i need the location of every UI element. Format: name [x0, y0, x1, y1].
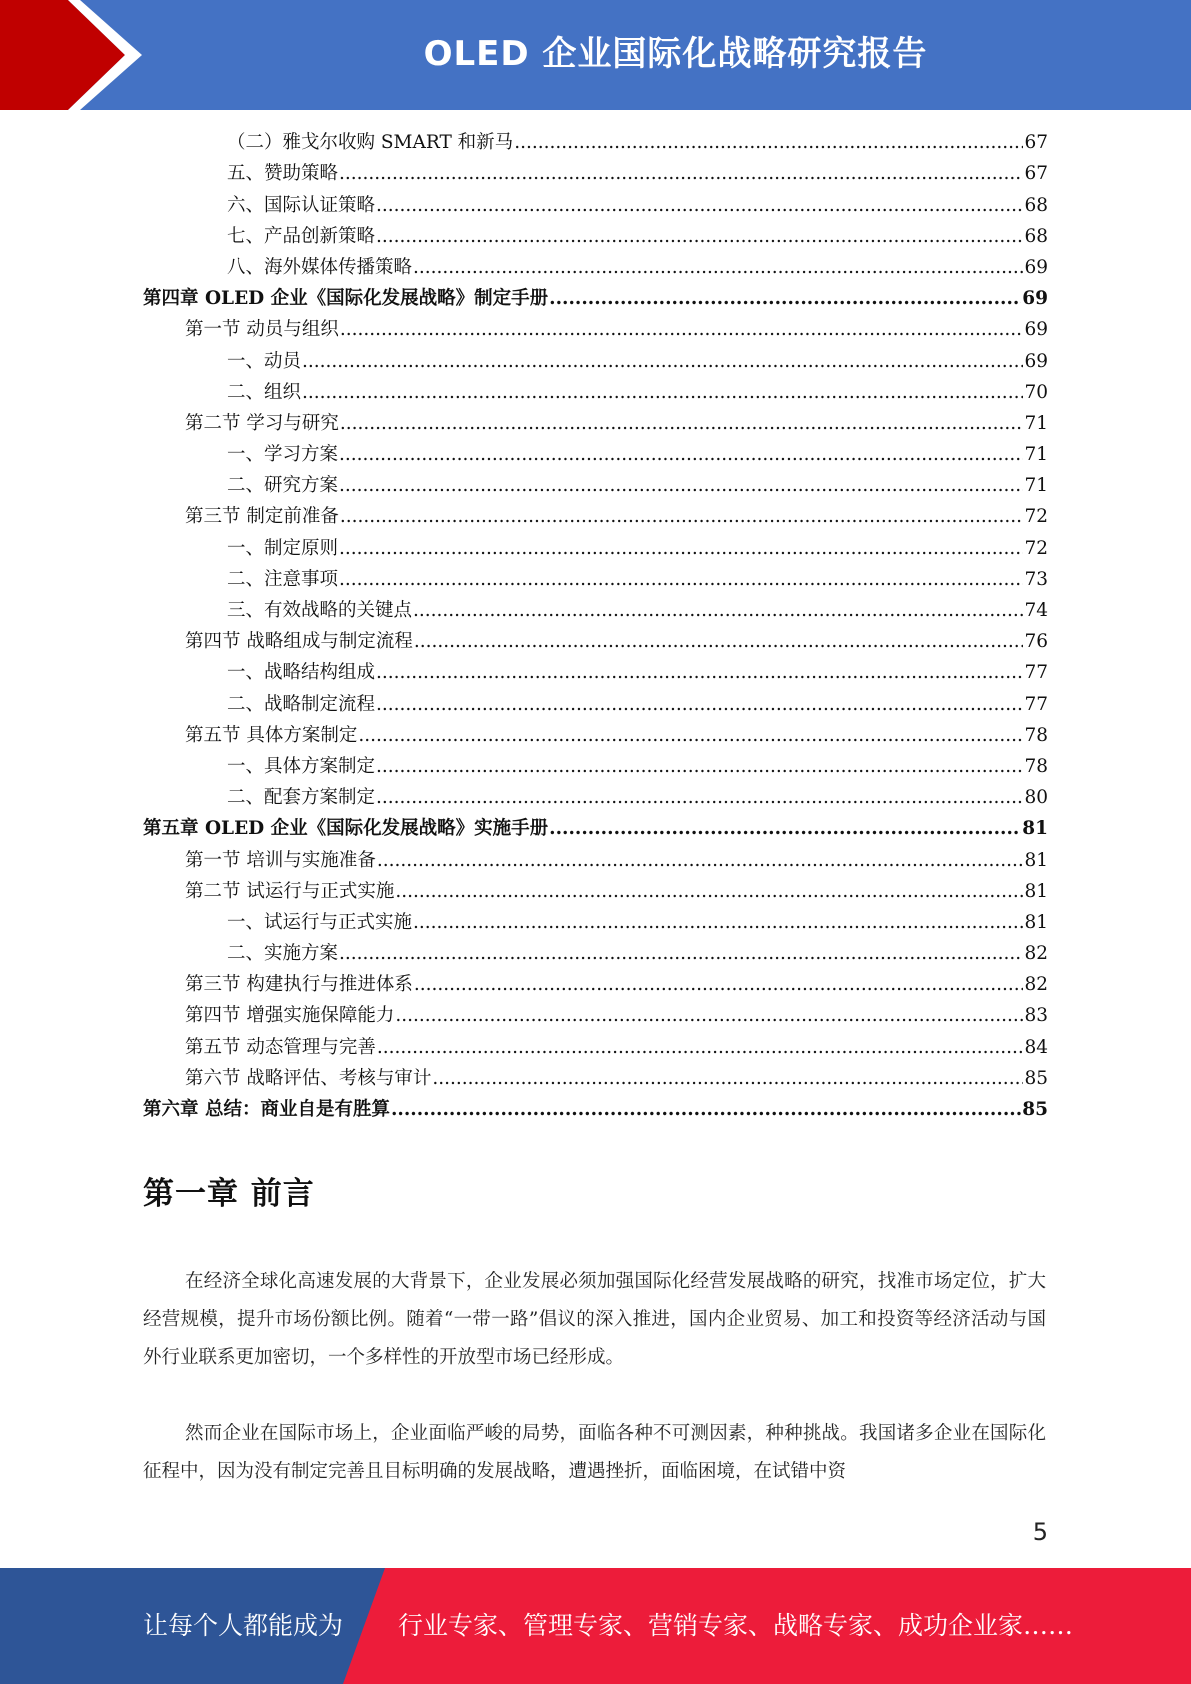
toc-entry-title: 一、试运行与正式实施 [227, 911, 413, 933]
toc-entry[interactable] [143, 221, 1048, 252]
toc-entry[interactable] [143, 720, 1048, 751]
toc-leader-dots [414, 969, 1024, 1000]
toc-entry[interactable] [143, 907, 1048, 938]
toc-entry-title: 第三节 构建执行与推进体系 [185, 974, 413, 996]
chapter-title: 第一章 前言 [143, 1176, 315, 1212]
toc-entry-page: 81 [1024, 880, 1048, 902]
toc-entry-page: 80 [1024, 787, 1048, 809]
toc-entry-page: 71 [1024, 444, 1048, 466]
toc-leader-dots [376, 657, 1023, 688]
toc-entry-page: 73 [1024, 568, 1048, 590]
page-header [0, 0, 1191, 110]
toc-entry-title: （二）雅戈尔收购 SMART 和新马 [227, 132, 514, 154]
page-footer [0, 1568, 1191, 1684]
toc-entry[interactable] [143, 283, 1048, 314]
toc-entry-page: 72 [1024, 537, 1048, 559]
toc-entry-page: 82 [1024, 943, 1048, 965]
paragraph-1: 在经济全球化高速发展的大背景下，企业发展必须加强国际化经营发展战略的研究，找准市场定位，扩大经营规模，提升市场份额比例。随着“一带一路”倡议的深入推进，国内企业贸易、加工和投资等经济活动与国外行业联系更加密切，一个多样性的开放型市场已经形成。 [143, 1271, 1046, 1368]
toc-leader-dots [302, 377, 1023, 408]
toc-entry[interactable] [143, 439, 1048, 470]
toc-entry[interactable] [143, 127, 1048, 158]
toc-entry-title: 第三节 制定前准备 [185, 506, 339, 528]
toc-entry-page: 69 [1022, 288, 1048, 310]
toc-entry[interactable] [143, 595, 1048, 626]
toc-entry[interactable] [143, 564, 1048, 595]
toc-entry-title: 一、学习方案 [227, 444, 339, 466]
toc-entry-page: 78 [1024, 755, 1048, 777]
toc-entry[interactable] [143, 688, 1048, 719]
toc-leader-dots [377, 845, 1024, 876]
toc-leader-dots [376, 751, 1023, 782]
toc-entry[interactable] [143, 1000, 1048, 1031]
toc-entry-page: 67 [1024, 163, 1048, 185]
toc-leader-dots [339, 439, 1023, 470]
toc-entry[interactable] [143, 844, 1048, 875]
toc-entry-page: 85 [1022, 1099, 1048, 1120]
toc-entry[interactable] [143, 782, 1048, 813]
toc-entry-title: 二、实施方案 [227, 943, 339, 965]
toc-entry[interactable] [143, 1031, 1048, 1062]
toc-entry[interactable] [143, 532, 1048, 563]
toc-entry[interactable] [143, 813, 1048, 844]
toc-entry[interactable] [143, 1063, 1048, 1094]
toc-entry-page: 71 [1024, 412, 1048, 434]
toc-entry-title: 第四章 OLED 企业《国际化发展战略》制定手册 [143, 288, 549, 310]
toc-leader-dots [514, 127, 1023, 158]
toc-leader-dots [302, 346, 1023, 377]
toc-leader-dots [414, 626, 1024, 657]
toc-entry[interactable] [143, 501, 1048, 532]
toc-entry[interactable] [143, 408, 1048, 439]
toc-entry[interactable] [143, 657, 1048, 688]
toc-entry-page: 76 [1024, 631, 1048, 653]
toc-entry-page: 67 [1024, 132, 1048, 154]
toc-entry-page: 70 [1024, 381, 1048, 403]
toc-entry-title: 第一节 培训与实施准备 [185, 849, 376, 871]
toc-leader-dots [413, 595, 1023, 626]
footer-slogan-left: 让每个人都能成为 [143, 1611, 344, 1640]
toc-entry-title: 第二节 学习与研究 [185, 412, 339, 434]
toc-leader-dots [376, 689, 1023, 720]
toc-leader-dots [376, 782, 1023, 813]
toc-entry[interactable] [143, 626, 1048, 657]
toc-entry-page: 83 [1024, 1005, 1048, 1027]
toc-entry[interactable] [143, 189, 1048, 220]
toc-entry-title: 第五节 具体方案制定 [185, 724, 358, 746]
toc-entry[interactable] [143, 969, 1048, 1000]
toc-entry-title: 二、战略制定流程 [227, 693, 376, 715]
header-title: OLED 企业国际化战略研究报告 [423, 34, 928, 74]
toc-leader-dots [340, 314, 1024, 345]
toc-entry-page: 85 [1024, 1067, 1048, 1089]
toc-entry[interactable] [143, 377, 1048, 408]
toc-entry-title: 六、国际认证策略 [227, 194, 376, 216]
toc-entry-title: 第六节 战略评估、考核与审计 [185, 1067, 432, 1089]
toc-entry-page: 68 [1024, 225, 1048, 247]
toc-leader-dots [413, 252, 1023, 283]
toc-leader-dots [339, 564, 1023, 595]
toc-entry-page: 68 [1024, 194, 1048, 216]
toc-entry-title: 第二节 试运行与正式实施 [185, 880, 395, 902]
toc-leader-dots [339, 158, 1023, 189]
toc-entry-page: 81 [1022, 818, 1048, 840]
toc-entry[interactable] [143, 158, 1048, 189]
toc-entry-title: 二、注意事项 [227, 568, 339, 590]
toc-entry-title: 第四节 战略组成与制定流程 [185, 631, 413, 653]
toc-entry[interactable] [143, 1094, 1048, 1125]
toc-entry-title: 一、战略结构组成 [227, 662, 376, 684]
toc-leader-dots [340, 501, 1024, 532]
toc-entry-title: 二、配套方案制定 [227, 787, 376, 809]
toc-leader-dots [339, 533, 1023, 564]
toc-entry-title: 第五节 动态管理与完善 [185, 1036, 376, 1058]
toc-entry-title: 二、组织 [227, 381, 302, 403]
toc-entry-page: 77 [1024, 662, 1048, 684]
toc-entry-page: 69 [1024, 256, 1048, 278]
toc-leader-dots [413, 907, 1023, 938]
toc-entry-title: 第四节 增强实施保障能力 [185, 1005, 395, 1027]
toc-leader-dots [376, 221, 1023, 252]
toc-leader-dots [339, 938, 1023, 969]
toc-entry-page: 69 [1024, 319, 1048, 341]
toc-entry[interactable] [143, 876, 1048, 907]
toc-entry-title: 第六章 总结：商业自是有胜算 [143, 1099, 390, 1120]
toc-leader-dots [549, 813, 1021, 844]
toc-entry-page: 77 [1024, 693, 1048, 715]
toc-entry[interactable] [143, 938, 1048, 969]
toc-leader-dots [358, 720, 1023, 751]
toc-entry-page: 78 [1024, 724, 1048, 746]
toc-entry-page: 81 [1024, 911, 1048, 933]
toc-entry[interactable] [143, 314, 1048, 345]
toc-entry-page: 74 [1024, 600, 1048, 621]
toc-entry-page: 69 [1024, 350, 1048, 372]
paragraph-2: 然而企业在国际市场上，企业面临严峻的局势，面临各种不可测因素，种种挑战。我国诸多企业在国际化征程中，因为没有制定完善且目标明确的发展战略，遭遇挫折，面临困境，在试错中资 [143, 1423, 1046, 1482]
toc-entry-page: 82 [1024, 974, 1048, 996]
toc-entry[interactable] [143, 345, 1048, 376]
toc-leader-dots [395, 1000, 1023, 1031]
footer-slogan-right: 行业专家、管理专家、营销专家、战略专家、成功企业家…… [398, 1611, 1074, 1640]
toc-entry-page: 71 [1024, 475, 1048, 497]
toc-entry-title: 三、有效战略的关键点 [227, 600, 413, 621]
toc-entry[interactable] [143, 252, 1048, 283]
toc-entry-title: 第五章 OLED 企业《国际化发展战略》实施手册 [143, 818, 549, 840]
toc-entry-title: 第一节 动员与组织 [185, 319, 339, 341]
table-of-contents [143, 127, 1048, 1125]
page-number: 5 [1032, 1518, 1048, 1546]
toc-leader-dots [339, 470, 1023, 501]
toc-leader-dots [549, 283, 1021, 314]
toc-entry-page: 72 [1024, 506, 1048, 528]
toc-leader-dots [391, 1094, 1021, 1125]
toc-entry-title: 一、具体方案制定 [227, 755, 376, 777]
toc-leader-dots [432, 1063, 1023, 1094]
toc-entry-title: 二、研究方案 [227, 475, 339, 497]
toc-leader-dots [395, 876, 1023, 907]
toc-entry-title: 五、赞助策略 [227, 163, 339, 185]
toc-leader-dots [376, 190, 1023, 221]
toc-entry-title: 一、制定原则 [227, 537, 339, 559]
header-chevron-decoration [0, 0, 160, 110]
toc-entry[interactable] [143, 751, 1048, 782]
toc-leader-dots [377, 1032, 1024, 1063]
toc-entry-title: 八、海外媒体传播策略 [227, 256, 413, 278]
toc-entry-title: 一、动员 [227, 350, 302, 372]
toc-entry[interactable] [143, 470, 1048, 501]
toc-entry-page: 81 [1024, 849, 1048, 871]
toc-leader-dots [340, 408, 1024, 439]
toc-entry-page: 84 [1024, 1036, 1048, 1058]
toc-entry-title: 七、产品创新策略 [227, 225, 376, 247]
